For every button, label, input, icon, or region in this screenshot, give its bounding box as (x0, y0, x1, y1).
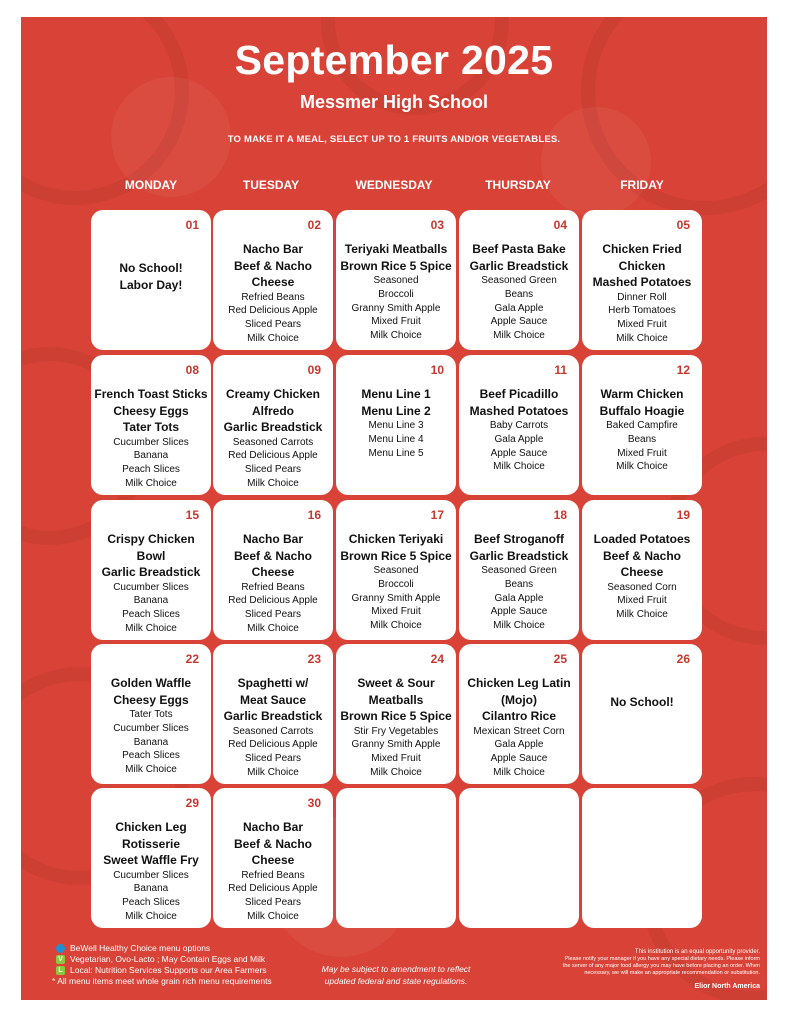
menu-items (215, 386, 331, 491)
day-number: 03 (430, 218, 444, 232)
side-item: Milk Choice (247, 622, 299, 634)
day-cell (91, 355, 211, 495)
menu-items (338, 675, 454, 780)
legend-text: Local: Nutrition Services Supports our Area Farmers (70, 965, 267, 975)
side-item: Milk Choice (493, 620, 545, 632)
side-item: Red Delicious Apple (228, 739, 318, 751)
entree-line: Garlic Breadstick (469, 258, 569, 273)
side-item: Milk Choice (493, 461, 545, 473)
side-item: Seasoned Carrots (232, 436, 314, 448)
day-cell (336, 355, 456, 495)
day-header-thursday: THURSDAY (485, 178, 551, 192)
day-number: 02 (307, 218, 321, 232)
day-cell (459, 644, 579, 784)
entree-line: No School! (610, 695, 674, 709)
brand-name: Elior North America (694, 983, 760, 990)
day-number: 10 (430, 363, 444, 377)
menu-items (215, 675, 331, 780)
side-item: Milk Choice (247, 477, 299, 489)
local-icon: L (56, 966, 65, 975)
side-item: Gala Apple (494, 302, 544, 314)
side-item: Milk Choice (247, 766, 299, 778)
side-item: Beans (504, 578, 534, 590)
entree-line: Menu Line 1 (361, 387, 431, 401)
menu-items (338, 241, 454, 343)
side-item: Cucumber Slices (113, 581, 189, 593)
side-item: Milk Choice (370, 766, 422, 778)
page-title: September 2025 (234, 37, 554, 83)
menu-items (461, 386, 577, 474)
day-cell (91, 788, 211, 928)
entree-line: Cheese (251, 565, 295, 579)
menu-items (93, 386, 209, 491)
day-cell (91, 500, 211, 640)
entree-line: Alfredo (252, 403, 294, 418)
side-item: Tater Tots (129, 709, 173, 720)
school-name: Messmer High School (299, 92, 489, 112)
side-item: Milk Choice (370, 620, 422, 632)
entree-line: Meatballs (368, 692, 424, 707)
entree-line: Meat Sauce (239, 692, 307, 707)
side-item: Sliced Pears (244, 464, 302, 476)
side-item: Mexican Street Corn (473, 725, 565, 737)
entree-line: Sweet & Sour (357, 676, 435, 690)
side-item: Herb Tomatoes (608, 305, 676, 317)
menu-items (93, 819, 209, 924)
entree-line: Chicken Leg (115, 820, 187, 834)
side-item: Milk Choice (247, 332, 299, 344)
side-item: Broccoli (378, 288, 414, 300)
side-item: Milk Choice (616, 461, 668, 473)
entree-line: Tater Tots (122, 420, 180, 434)
side-item: Baked Campfire (606, 420, 678, 431)
legend-text: Vegetarian, Ovo-Lacto ; May Contain Eggs and Milk (70, 954, 266, 964)
empty-day-cell (459, 788, 579, 928)
entree-line: Teriyaki Meatballs (344, 242, 448, 256)
side-item: Milk Choice (493, 766, 545, 778)
day-cell (582, 355, 702, 495)
side-item: Seasoned Green (481, 565, 557, 576)
day-cell (213, 644, 333, 784)
side-item: Milk Choice (125, 764, 177, 776)
side-item: Seasoned Carrots (232, 725, 314, 737)
side-item: Broccoli (378, 578, 414, 590)
entree-line: Chicken Teriyaki (348, 532, 444, 546)
side-item: Peach Slices (122, 609, 180, 621)
side-item: Red Delicious Apple (228, 595, 318, 607)
empty-day-cell (582, 788, 702, 928)
equal-opportunity-note (526, 949, 760, 977)
day-number: 17 (430, 508, 444, 522)
day-number: 30 (307, 796, 321, 810)
legend (49, 943, 272, 987)
side-item: Milk Choice (125, 622, 177, 634)
side-item: Mixed Fruit (617, 447, 667, 459)
entree-line: Loaded Potatoes (593, 532, 691, 546)
entree-line: (Mojo) (501, 692, 537, 707)
menu-sheet (21, 17, 767, 1000)
menu-items (584, 694, 700, 711)
side-item: Granny Smith Apple (351, 739, 441, 751)
side-item: Milk Choice (247, 910, 299, 922)
side-item: Milk Choice (125, 477, 177, 489)
entree-line: Crispy Chicken (107, 532, 195, 546)
entree-line: Garlic Breadstick (223, 709, 323, 723)
entree-line: Chicken Leg Latin (467, 676, 571, 690)
entree-line: Beef Pasta Bake (472, 242, 566, 256)
entree-line: Sweet Waffle Fry (103, 853, 199, 867)
entree-line: Mashed Potatoes (469, 403, 569, 418)
day-cell (582, 500, 702, 640)
deco-fruit-icon (541, 107, 651, 217)
side-item: Menu Line 4 (368, 433, 424, 445)
side-item: Refried Beans (241, 581, 305, 593)
entree-line: Garlic Breadstick (101, 565, 201, 579)
entree-line: Beef & Nacho (233, 836, 313, 851)
menu-items (93, 531, 209, 636)
day-cell (91, 210, 211, 350)
empty-day-cell (336, 788, 456, 928)
side-item: Red Delicious Apple (228, 450, 318, 462)
day-number: 15 (185, 508, 199, 522)
side-item: Seasoned Green (481, 275, 557, 286)
entree-line: Beef Stroganoff (474, 532, 564, 546)
side-item: Peach Slices (122, 897, 180, 909)
entree-line: Garlic Breadstick (223, 420, 323, 434)
legend-item (49, 943, 272, 954)
side-item: Stir Fry Vegetables (353, 725, 439, 737)
meal-instruction: TO MAKE IT A MEAL, SELECT UP TO 1 FRUITS AND/OR VEGETABLES. (227, 134, 561, 145)
day-number: 18 (553, 508, 567, 522)
side-item: Beans (504, 288, 534, 300)
side-item: Granny Smith Apple (351, 302, 441, 314)
side-item: Cucumber Slices (113, 436, 189, 448)
entree-line: No School! (119, 261, 183, 275)
day-number: 26 (676, 652, 690, 666)
day-header-wednesday: WEDNESDAY (355, 178, 433, 192)
side-item: Refried Beans (241, 869, 305, 881)
side-item: Milk Choice (125, 910, 177, 922)
menu-items (338, 531, 454, 633)
day-cell (213, 210, 333, 350)
menu-items (338, 386, 454, 460)
day-number: 01 (185, 218, 199, 232)
side-item: Red Delicious Apple (228, 883, 318, 895)
side-item: Beans (627, 433, 657, 445)
day-number: 24 (430, 652, 444, 666)
entree-line: Chicken (618, 258, 666, 273)
legend-text: BeWell Healthy Choice menu options (70, 943, 211, 953)
entree-line: Cheese (251, 853, 295, 867)
day-cell (582, 210, 702, 350)
entree-line: Nacho Bar (242, 532, 304, 546)
side-item: Milk Choice (616, 609, 668, 621)
menu-items (215, 241, 331, 346)
entree-line: Cheesy Eggs (113, 403, 189, 418)
side-item: Mixed Fruit (617, 595, 667, 607)
entree-line: Beef & Nacho (233, 258, 313, 273)
day-number: 04 (553, 218, 567, 232)
entree-line: Beef Picadillo (479, 387, 559, 401)
side-item: Milk Choice (616, 332, 668, 344)
equal-opportunity-line: This institution is an equal opportunity provider. (634, 949, 760, 955)
entree-line: Beef & Nacho (233, 548, 313, 563)
entree-line: Nacho Bar (242, 242, 304, 256)
side-item: Red Delicious Apple (228, 305, 318, 317)
side-item: Banana (133, 736, 169, 748)
entree-line: Cheesy Eggs (113, 692, 189, 707)
side-item: Cucumber Slices (113, 869, 189, 881)
vegetarian-icon: V (56, 955, 65, 964)
day-cell (582, 644, 702, 784)
day-number: 09 (307, 363, 321, 377)
day-cell (459, 500, 579, 640)
menu-items (215, 819, 331, 924)
day-cell (213, 355, 333, 495)
side-item: Gala Apple (494, 592, 544, 604)
entree-line: Bowl (136, 548, 166, 563)
amendment-line: May be subject to amendment to reflect (321, 964, 471, 974)
day-cell (336, 210, 456, 350)
side-item: Mixed Fruit (371, 606, 421, 618)
day-header-friday: FRIDAY (620, 178, 664, 192)
side-item: Milk Choice (370, 330, 422, 342)
side-item: Mixed Fruit (371, 753, 421, 765)
side-item: Sliced Pears (244, 897, 302, 909)
menu-items (584, 386, 700, 474)
side-item: Baby Carrots (489, 420, 549, 431)
menu-items (584, 241, 700, 346)
side-item: Banana (133, 883, 169, 895)
side-item: Banana (133, 595, 169, 607)
legend-item (49, 954, 272, 965)
amendment-line: updated federal and state regulations. (324, 976, 468, 986)
bewell-icon (56, 944, 65, 953)
entree-line: Beef & Nacho (602, 548, 682, 563)
entree-line: French Toast Sticks (94, 387, 208, 401)
day-number: 19 (676, 508, 690, 522)
side-item: Sliced Pears (244, 609, 302, 621)
side-item: Sliced Pears (244, 319, 302, 331)
legend-item (49, 965, 272, 976)
equal-opportunity-line: the server of any major food allergy you may have before placing an order. When (562, 963, 760, 969)
side-item: Menu Line 3 (368, 420, 424, 431)
side-item: Banana (133, 450, 169, 462)
side-item: Apple Sauce (490, 316, 548, 328)
side-item: Seasoned (373, 565, 419, 576)
menu-items (215, 531, 331, 636)
day-number: 12 (676, 363, 690, 377)
entree-line: Brown Rice 5 Spice (340, 548, 452, 563)
day-number: 08 (185, 363, 199, 377)
day-cell (213, 500, 333, 640)
side-item: Apple Sauce (490, 606, 548, 618)
entree-line: Buffalo Hoagie (599, 403, 685, 418)
menu-items (461, 241, 577, 343)
entree-line: Chicken Fried (602, 242, 682, 256)
amendment-note (296, 963, 496, 987)
day-header-monday: MONDAY (124, 178, 178, 192)
side-item: Gala Apple (494, 433, 544, 445)
entree-line: Cheese (251, 275, 295, 289)
side-item: Refried Beans (241, 291, 305, 303)
entree-line: Mashed Potatoes (592, 275, 692, 289)
menu-items (93, 260, 209, 293)
side-item: Peach Slices (122, 464, 180, 476)
menu-items (461, 675, 577, 780)
side-item: Mixed Fruit (617, 319, 667, 331)
day-header-tuesday: TUESDAY (242, 178, 300, 192)
day-cell (336, 644, 456, 784)
entree-line: Cilantro Rice (481, 709, 556, 723)
side-item: Menu Line 5 (368, 447, 424, 459)
entree-line: Spaghetti w/ (237, 676, 309, 690)
day-cell (459, 355, 579, 495)
side-item: Sliced Pears (244, 753, 302, 765)
day-cell (336, 500, 456, 640)
entree-line: Garlic Breadstick (469, 548, 569, 563)
entree-line: Brown Rice 5 Spice (340, 709, 452, 723)
entree-line: Cheese (620, 565, 664, 579)
side-item: Mixed Fruit (371, 316, 421, 328)
side-item: Gala Apple (494, 739, 544, 751)
entree-line: Rotisserie (121, 836, 181, 851)
side-item: Cucumber Slices (113, 722, 189, 734)
entree-line: Golden Waffle (110, 676, 192, 690)
day-cell (91, 644, 211, 784)
side-item: Seasoned (373, 275, 419, 286)
entree-line: Creamy Chicken (225, 387, 321, 401)
side-item: Granny Smith Apple (351, 592, 441, 604)
day-number: 29 (185, 796, 199, 810)
day-cell (459, 210, 579, 350)
legend-text: * All menu items meet whole grain rich menu requirements (52, 976, 272, 986)
side-item: Seasoned Corn (607, 581, 677, 593)
day-number: 23 (307, 652, 321, 666)
menu-items (461, 531, 577, 633)
side-item: Dinner Roll (617, 291, 667, 303)
legend-item (49, 976, 272, 987)
equal-opportunity-line: necessary, we will make an appropriate recommendation or substitution. (584, 970, 760, 976)
day-number: 16 (307, 508, 321, 522)
side-item: Apple Sauce (490, 753, 548, 765)
day-number: 25 (553, 652, 567, 666)
side-item: Apple Sauce (490, 447, 548, 459)
day-number: 11 (554, 363, 567, 377)
entree-line: Menu Line 2 (361, 403, 431, 418)
entree-line: Brown Rice 5 Spice (340, 258, 452, 273)
side-item: Milk Choice (493, 330, 545, 342)
entree-line: Warm Chicken (600, 387, 684, 401)
entree-line: Nacho Bar (242, 820, 304, 834)
day-number: 22 (185, 652, 199, 666)
day-number: 05 (676, 218, 690, 232)
side-item: Peach Slices (122, 750, 180, 762)
day-cell (213, 788, 333, 928)
equal-opportunity-line: Please notify your manager if you have any special dietary needs. Please inform (564, 956, 760, 962)
entree-line: Labor Day! (119, 277, 183, 292)
menu-items (93, 675, 209, 777)
menu-items (584, 531, 700, 622)
